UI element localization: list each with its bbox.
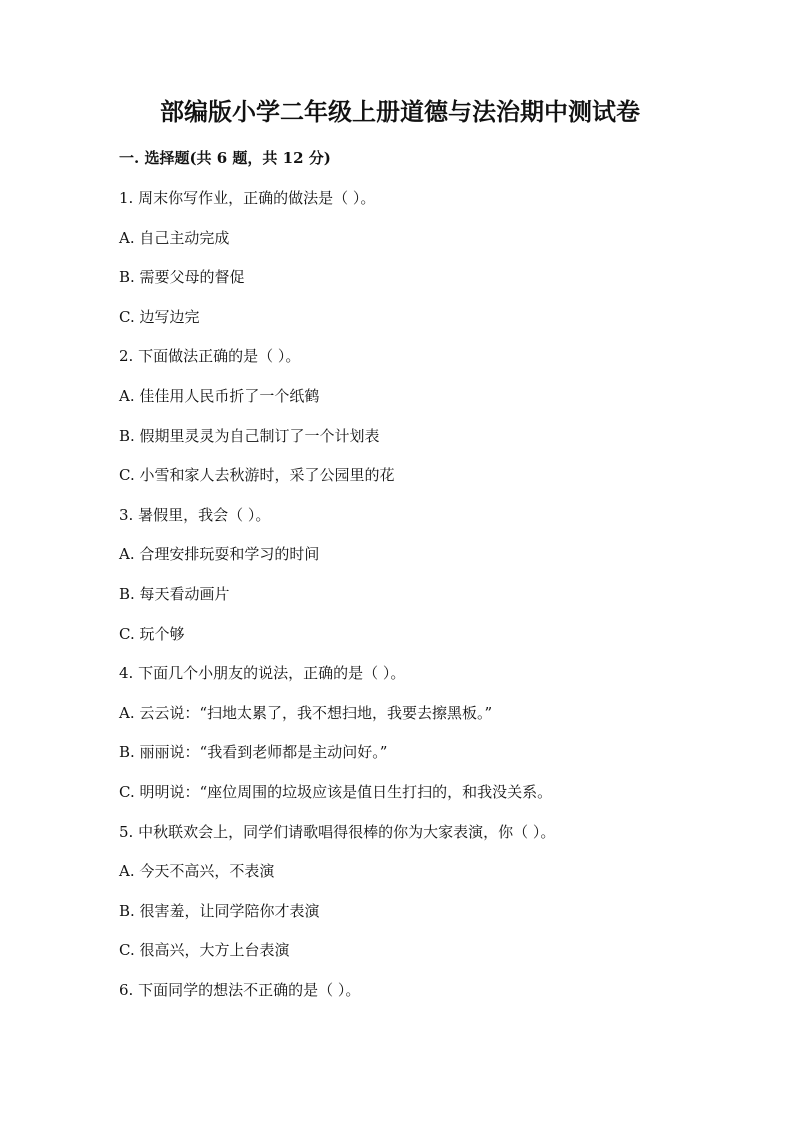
- question-5-option-b: B. 很害羞，让同学陪你才表演: [119, 901, 320, 920]
- question-1-option-a: A. 自己主动完成: [119, 228, 230, 247]
- question-5-option-a: A. 今天不高兴，不表演: [119, 862, 275, 881]
- question-6-stem: 6. 下面同学的想法不正确的是（ ）。: [119, 980, 361, 999]
- question-1-option-c: C. 边写边完: [119, 307, 200, 326]
- question-2-option-b: B. 假期里灵灵为自己制订了一个计划表: [119, 426, 380, 445]
- question-4-option-a: A. 云云说：“扫地太累了，我不想扫地，我要去擦黑板。”: [119, 703, 493, 722]
- page-title: 部编版小学二年级上册道德与法治期中测试卷: [160, 97, 640, 126]
- question-2-option-a: A. 佳佳用人民币折了一个纸鹤: [119, 386, 320, 405]
- question-list: [119, 186, 779, 1017]
- question-1-option-b: B. 需要父母的督促: [119, 268, 245, 287]
- question-2-stem: 2. 下面做法正确的是（ ）。: [119, 347, 301, 366]
- question-5-stem: 5. 中秋联欢会上，同学们请歌唱得很棒的你为大家表演，你（ ）。: [119, 822, 556, 841]
- question-4-option-c: C. 明明说：“座位周围的垃圾应该是值日生打扫的，和我没关系。: [119, 782, 553, 801]
- question-3-stem: 3. 暑假里，我会（ ）。: [119, 505, 271, 524]
- question-3-option-c: C. 玩个够: [119, 624, 185, 643]
- question-4-option-b: B. 丽丽说：“我看到老师都是主动问好。”: [119, 743, 388, 762]
- question-1-stem: 1. 周末你写作业，正确的做法是（ ）。: [119, 189, 376, 207]
- question-5-option-c: C. 很高兴，大方上台表演: [119, 941, 290, 960]
- section-heading: 一. 选择题(共 6 题，共 12 分): [119, 149, 331, 167]
- question-3-option-b: B. 每天看动画片: [119, 584, 230, 603]
- question-2-option-c: C. 小雪和家人去秋游时，采了公园里的花: [119, 466, 395, 485]
- question-4-stem: 4. 下面几个小朋友的说法，正确的是（ ）。: [119, 664, 406, 683]
- question-3-option-a: A. 合理安排玩耍和学习的时间: [119, 545, 320, 564]
